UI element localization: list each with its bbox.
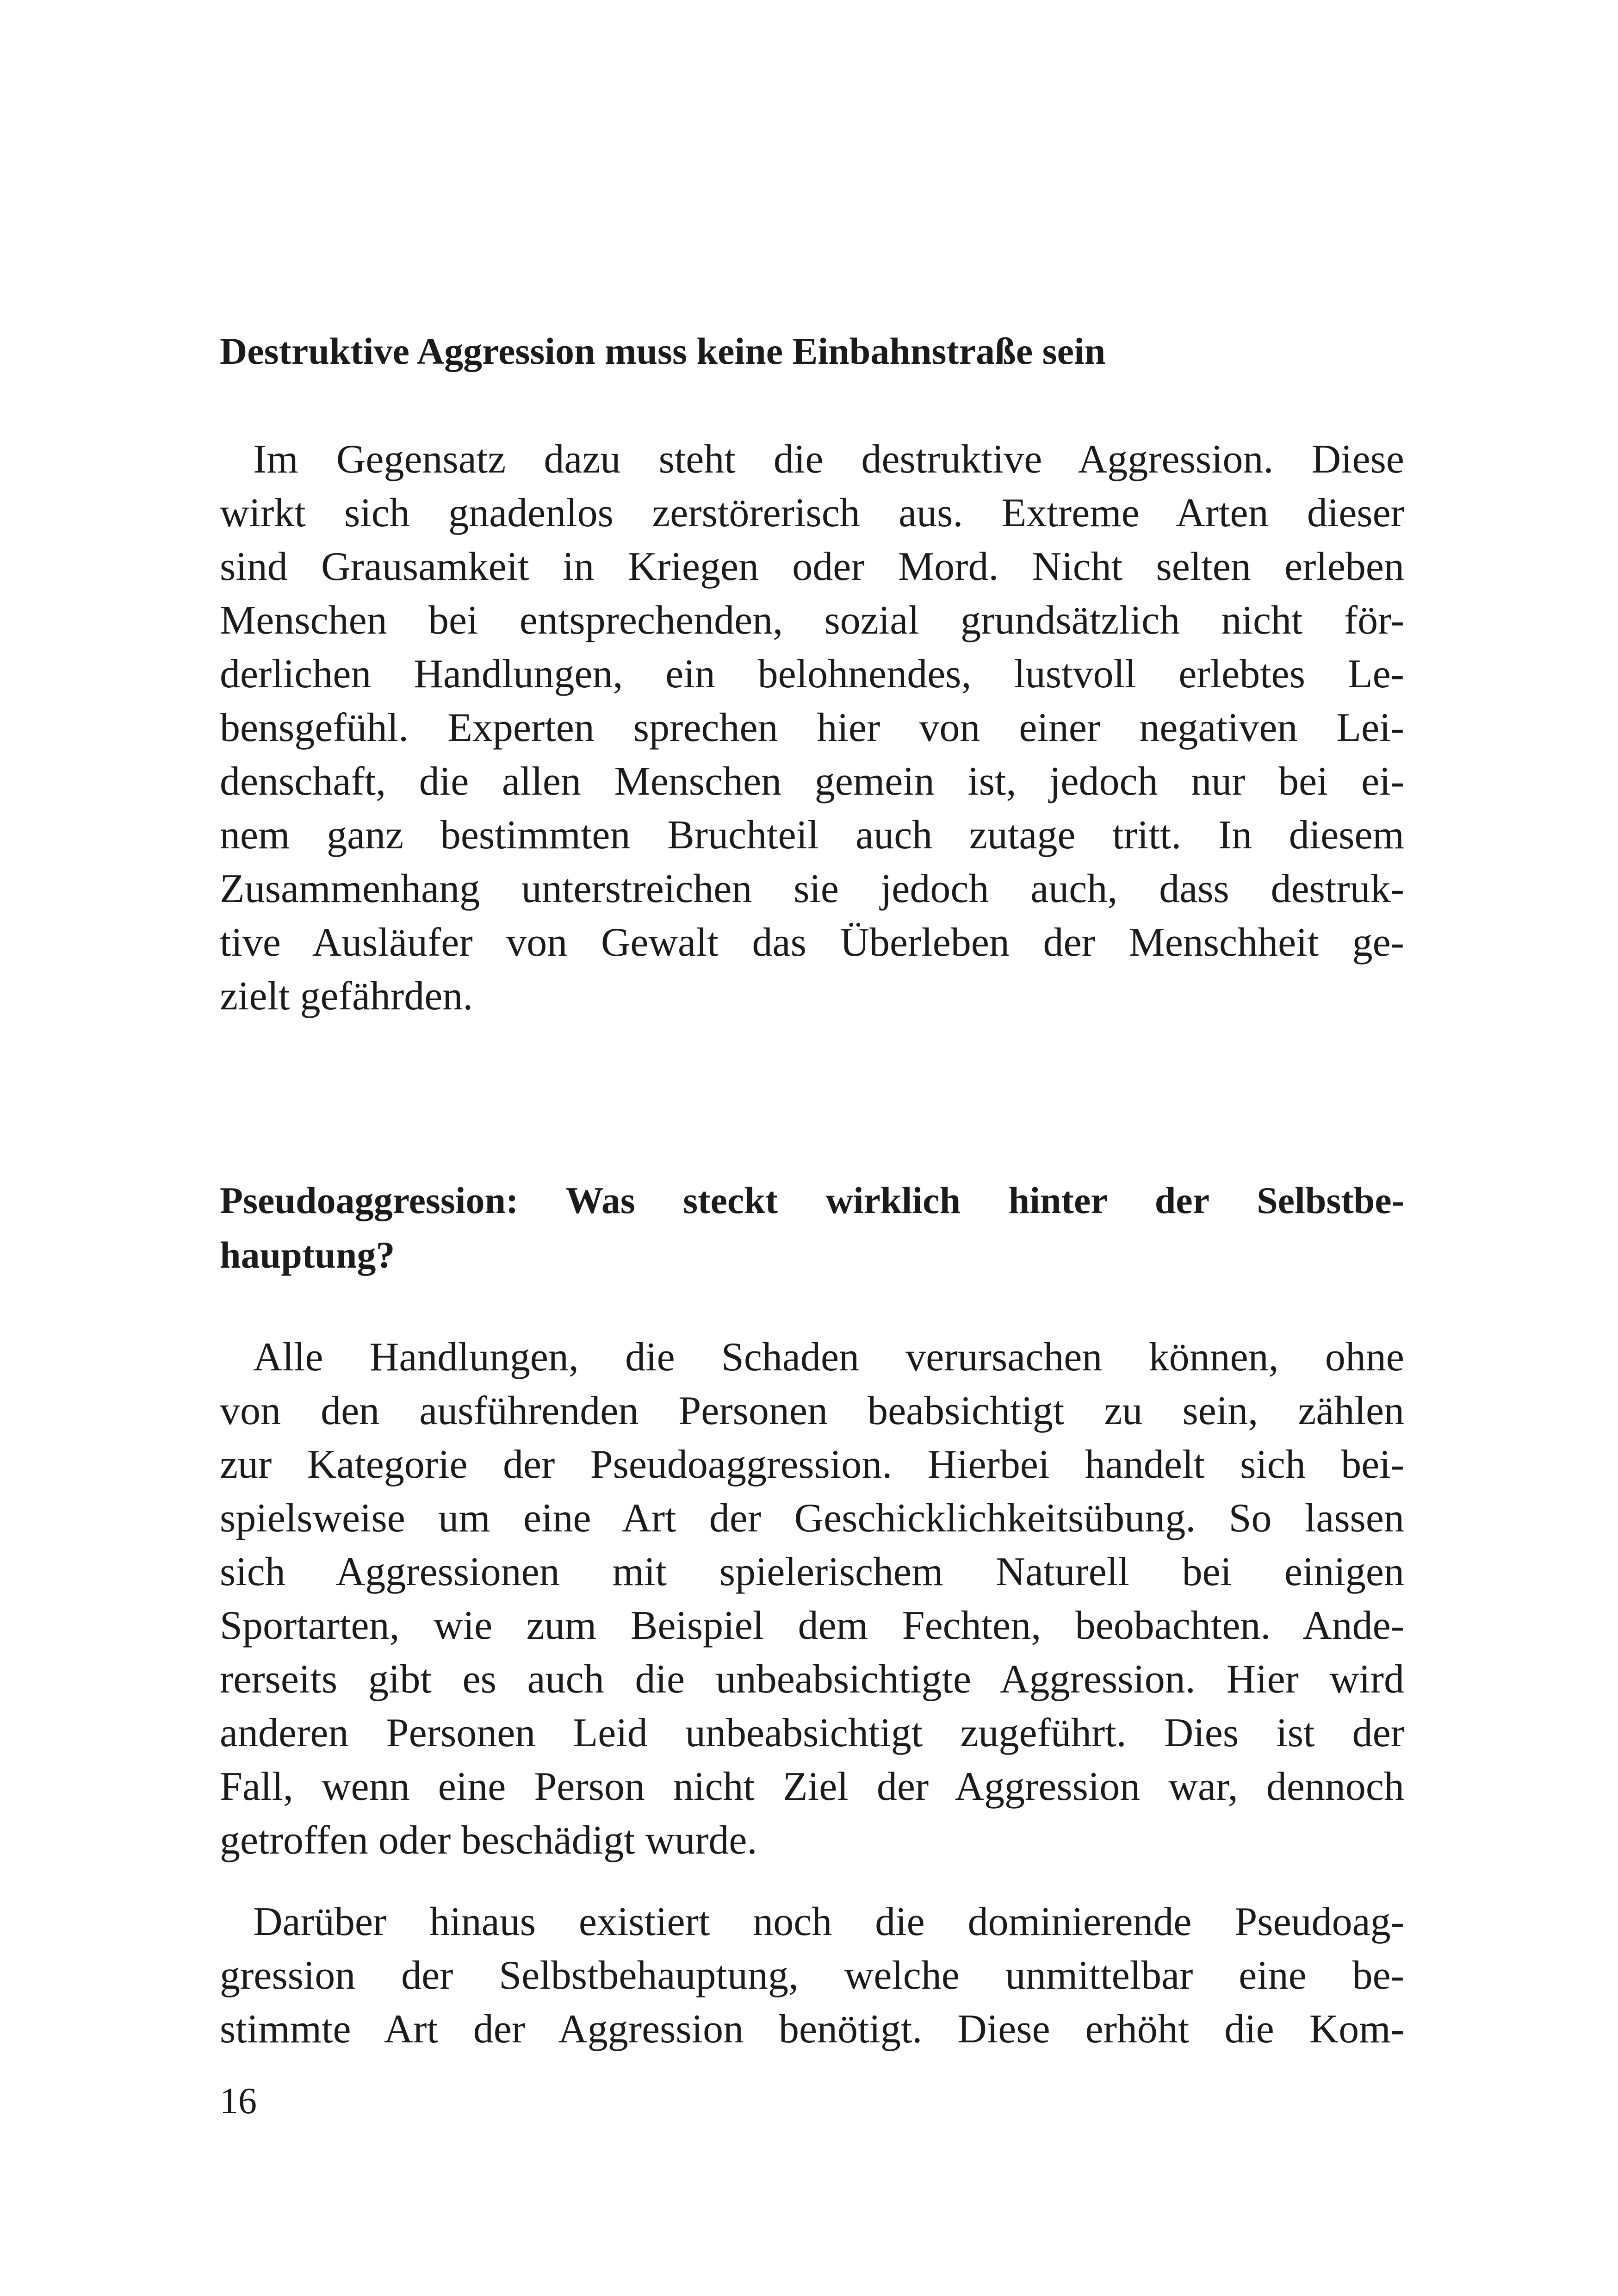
text-line: derlichen Handlungen, ein belohnendes, lustvoll erlebtes Le- <box>220 652 1404 697</box>
text-line: bensgefühl. Experten sprechen hier von einer negativen Lei- <box>220 705 1404 750</box>
text-line: Fall, wenn eine Person nicht Ziel der Aggression war, dennoch <box>220 1764 1404 1809</box>
heading-line: hauptung? <box>220 1234 395 1276</box>
text-line: stimmte Art der Aggression benötigt. Diese erhöht die Kom- <box>220 2007 1404 2052</box>
section-heading-pseudoaggression <box>220 1173 1404 1282</box>
text-line: von den ausführenden Personen beabsichtigt zu sein, zählen <box>220 1388 1404 1433</box>
heading-line: Pseudoaggression: Was steckt wirklich hinter der Selbstbe- <box>220 1179 1404 1221</box>
text-line: Darüber hinaus existiert noch die dominierende Pseudoag- <box>253 1899 1404 1944</box>
text-line: rerseits gibt es auch die unbeabsichtigte Aggression. Hier wird <box>220 1657 1404 1702</box>
text-line: Im Gegensatz dazu steht die destruktive Aggression. Diese <box>253 437 1404 482</box>
text-line: Alle Handlungen, die Schaden verursachen können, ohne <box>253 1335 1404 1380</box>
text-line: Sportarten, wie zum Beispiel dem Fechten, beobachten. Ande- <box>220 1603 1404 1648</box>
text-line: tive Ausläufer von Gewalt das Überleben der Menschheit ge- <box>220 920 1404 965</box>
text-line: wirkt sich gnadenlos zerstörerisch aus. Extreme Arten dieser <box>220 491 1404 535</box>
text-line: denschaft, die allen Menschen gemein ist, jedoch nur bei ei- <box>220 759 1404 804</box>
paragraph-pseudoaggression-1 <box>220 1331 1404 1867</box>
text-line: Menschen bei entsprechenden, sozial grundsätzlich nicht för- <box>220 598 1404 643</box>
text-line: anderen Personen Leid unbeabsichtigt zugeführt. Dies ist der <box>220 1711 1404 1755</box>
text-line: sind Grausamkeit in Kriegen oder Mord. Nicht selten erleben <box>220 544 1404 589</box>
text-line: Zusammenhang unterstreichen sie jedoch auch, dass destruk- <box>220 866 1404 911</box>
text-line: gression der Selbstbehauptung, welche unmittelbar eine be- <box>220 1953 1404 1998</box>
text-line: zur Kategorie der Pseudoaggression. Hierbei handelt sich bei- <box>220 1442 1404 1487</box>
paragraph-destruktive-aggression <box>220 433 1404 1023</box>
text-line: spielsweise um eine Art der Geschicklichkeitsübung. So lassen <box>220 1496 1404 1541</box>
section-heading-destruktive-aggression: Destruktive Aggression muss keine Einbahnstraße sein <box>220 330 1106 372</box>
text-line: sich Aggressionen mit spielerischem Naturell bei einigen <box>220 1549 1404 1594</box>
paragraph-pseudoaggression-2 <box>220 1895 1404 2056</box>
page-number: 16 <box>220 2081 257 2122</box>
text-line: nem ganz bestimmten Bruchteil auch zutage tritt. In diesem <box>220 813 1404 858</box>
text-line: zielt gefährden. <box>220 974 473 1019</box>
text-line: getroffen oder beschädigt wurde. <box>220 1818 757 1863</box>
